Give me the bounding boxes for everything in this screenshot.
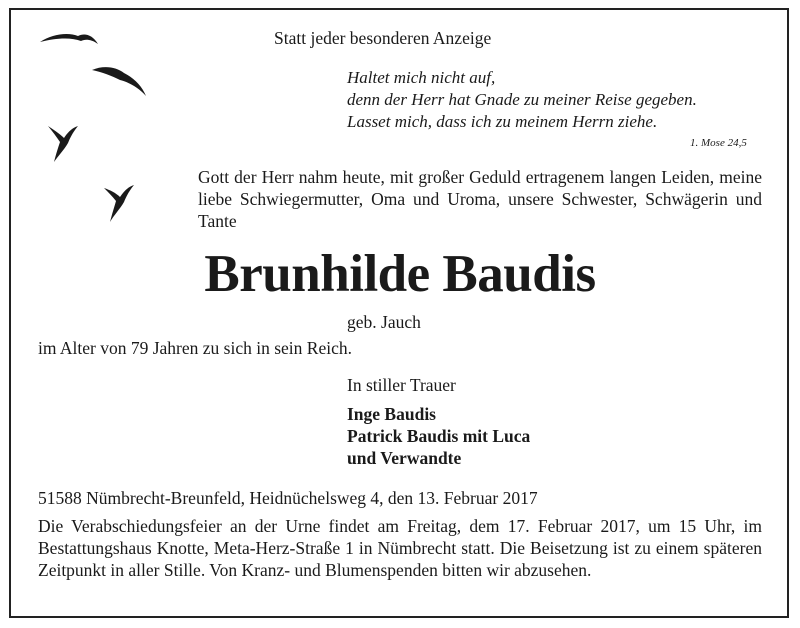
intro-text: Gott der Herr nahm heute, mit großer Geduld ertragenem langen Leiden, meine liebe Schwiegermutter, Oma und Uroma, unsere Schwester, Schwägerin und Tante [198, 167, 762, 231]
quote-line: Haltet mich nicht auf, [347, 68, 496, 87]
mourner-name: Patrick Baudis mit Luca [347, 426, 531, 446]
mourner-name: Inge Baudis [347, 404, 436, 424]
bird-icon [38, 28, 100, 50]
address-line: 51588 Nümbrecht-Breunfeld, Heidnüchelsweg 4, den 13. Februar 2017 [38, 488, 538, 508]
quote-line: Lasset mich, dass ich zu meinem Herrn ziehe. [347, 112, 658, 131]
bird-icon [100, 182, 136, 224]
bible-quote [347, 67, 697, 133]
quote-line: denn der Herr hat Gnade zu meiner Reise gegeben. [347, 90, 697, 109]
bird-icon [90, 62, 148, 100]
age-line: im Alter von 79 Jahren zu sich in sein Reich. [38, 338, 352, 358]
mourner-list [347, 403, 530, 469]
ceremony-text: Die Verabschiedungsfeier an der Urne findet am Freitag, dem 17. Februar 2017, um 15 Uhr, im Bestattungshaus Knotte, Meta-Herz-Straße 1 in Nümbrecht statt. Die Beisetzung ist zu einem späteren Zeitpunkt in aller Stille. Von Kranz- und Blumenspenden bitten wir abzusehen. [38, 516, 762, 580]
bird-icon [44, 122, 80, 164]
deceased-name: Brunhilde Baudis [204, 245, 596, 303]
birth-name: geb. Jauch [347, 312, 421, 332]
mourner-name: und Verwandte [347, 448, 462, 468]
quote-reference: 1. Mose 24,5 [690, 137, 747, 149]
mourning-title: In stiller Trauer [347, 375, 456, 395]
header-text: Statt jeder besonderen Anzeige [274, 28, 492, 48]
